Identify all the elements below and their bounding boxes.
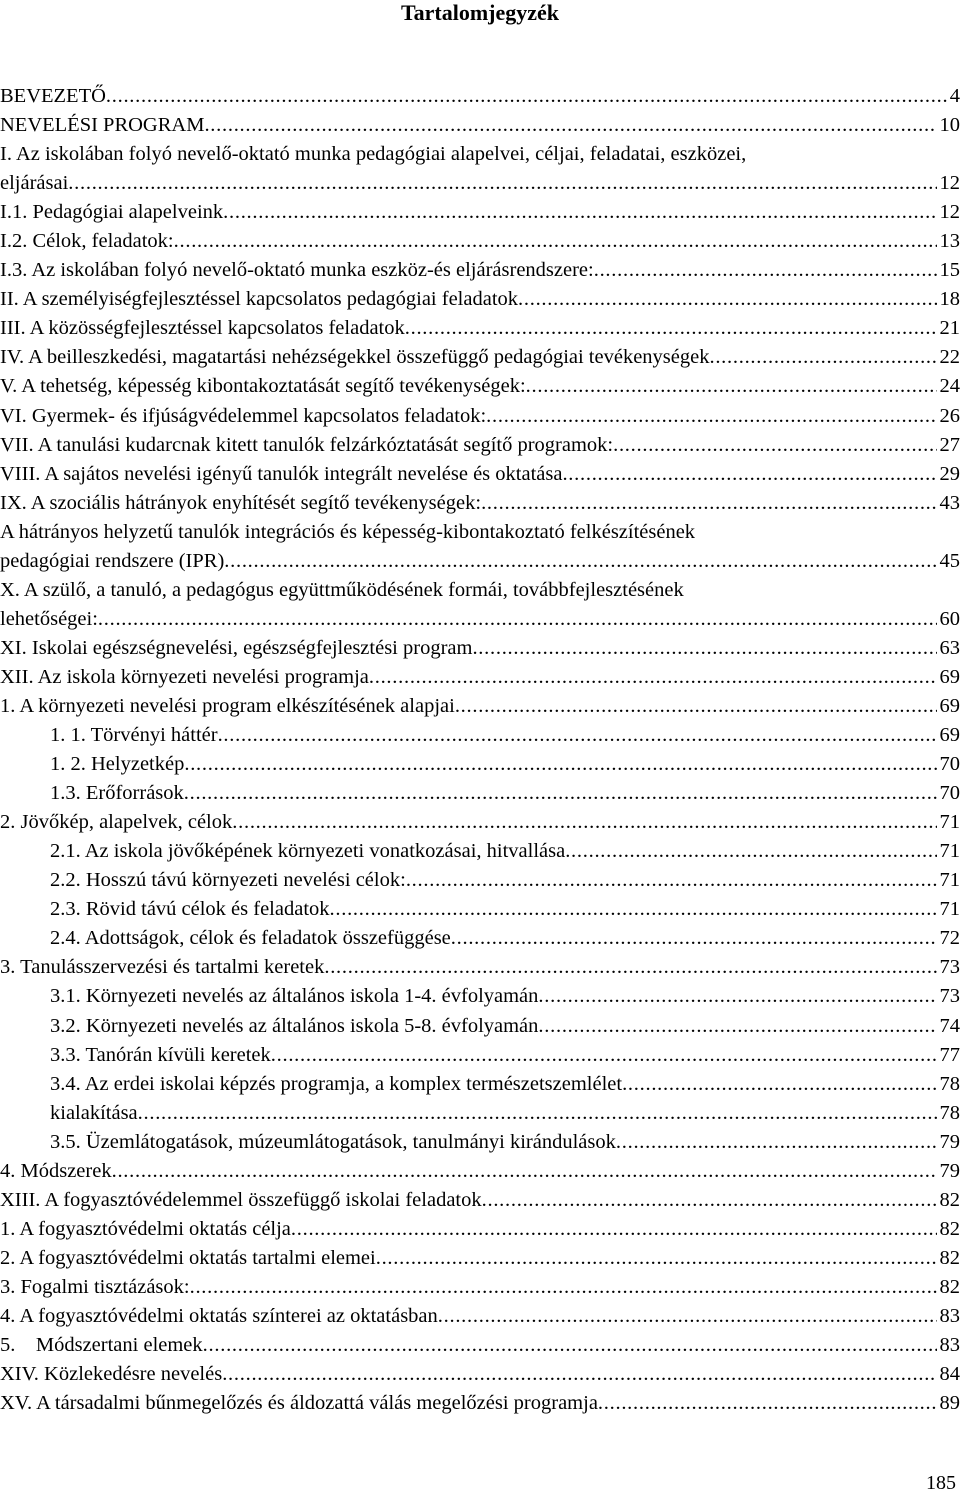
- toc-entry[interactable]: [0, 808, 960, 837]
- toc-entry-text: 3.1. Környezeti nevelés az általános iskola 1-4. évfolyamán: [50, 985, 539, 1008]
- toc-entry-page: 69: [939, 665, 960, 688]
- toc-entry-page: 69: [939, 724, 960, 747]
- toc-entry[interactable]: [0, 924, 960, 953]
- toc-entry-text: VI. Gyermek- és ifjúságvédelemmel kapcsolatos feladatok:: [0, 404, 487, 427]
- toc-entry[interactable]: [0, 576, 960, 605]
- toc-entry-page: 77: [939, 1043, 960, 1066]
- toc-dot-leader: [376, 1244, 937, 1273]
- toc-entry[interactable]: [0, 198, 960, 227]
- toc-dot-leader: [709, 343, 936, 372]
- toc-entry[interactable]: [0, 982, 960, 1011]
- toc-entry-text: X. A szülő, a tanuló, a pedagógus együttműködésének formái, továbbfejlesztésének: [0, 578, 684, 601]
- toc-dot-leader: [224, 547, 936, 576]
- toc-dot-leader: [438, 1302, 937, 1331]
- toc-dot-leader: [232, 808, 936, 837]
- toc-entry-text: 2. A fogyasztóvédelmi oktatás tartalmi elemei: [0, 1246, 376, 1269]
- toc-entry-page: 22: [939, 346, 960, 369]
- toc-dot-leader: [613, 431, 936, 460]
- toc-entry-page: 79: [939, 1130, 960, 1153]
- toc-entry[interactable]: [0, 1070, 960, 1099]
- toc-entry-page: 45: [939, 549, 960, 572]
- toc-entry-text: A hátrányos helyzetű tanulók integrációs és képesség-kibontakoztató felkészítésének: [0, 520, 696, 543]
- toc-entry[interactable]: [0, 1215, 960, 1244]
- toc-entry-page: 13: [939, 230, 960, 253]
- toc-entry-page: 82: [939, 1275, 960, 1298]
- toc-entry[interactable]: [0, 1128, 960, 1157]
- toc-entry-text: 1. A környezeti nevelési program elkészítésének alapjai: [0, 694, 455, 717]
- toc-entry[interactable]: [0, 547, 960, 576]
- toc-entry[interactable]: [0, 953, 960, 982]
- toc-entry[interactable]: [0, 895, 960, 924]
- toc-entry-text: NEVELÉSI PROGRAM: [0, 114, 205, 137]
- toc-entry[interactable]: [0, 518, 960, 547]
- toc-entry[interactable]: [0, 169, 960, 198]
- toc-entry-text: lehetőségei:: [0, 607, 98, 630]
- toc-dot-leader: [405, 314, 937, 343]
- toc-entry-text: XI. Iskolai egészségnevelési, egészségfejlesztési program: [0, 636, 473, 659]
- toc-entry-page: 15: [939, 259, 960, 282]
- toc-dot-leader: [481, 489, 936, 518]
- toc-entry-text: XII. Az iskola környezeti nevelési programja: [0, 665, 369, 688]
- toc-entry-text: III. A közösségfejlesztéssel kapcsolatos feladatok: [0, 317, 405, 340]
- toc-entry-text: 3. Tanulásszervezési és tartalmi keretek: [0, 956, 325, 979]
- toc-entry-text: 2. Jövőkép, alapelvek, célok: [0, 811, 233, 834]
- toc-entry-page: 71: [939, 840, 960, 863]
- toc-entry[interactable]: [0, 1331, 960, 1360]
- toc-entry[interactable]: [0, 866, 960, 895]
- toc-dot-leader: [482, 1186, 937, 1215]
- toc-entry[interactable]: [0, 1389, 960, 1418]
- toc-entry-page: 79: [939, 1159, 960, 1182]
- toc-entry[interactable]: [0, 605, 960, 634]
- toc-dot-leader: [562, 460, 936, 489]
- toc-dot-leader: [455, 692, 937, 721]
- toc-entry-page: 83: [939, 1304, 960, 1327]
- toc-dot-leader: [106, 82, 947, 111]
- toc-dot-leader: [222, 1360, 936, 1389]
- toc-entry-page: 74: [939, 1014, 960, 1037]
- toc-entry-page: 72: [939, 927, 960, 950]
- toc-dot-leader: [223, 198, 936, 227]
- toc-dot-leader: [204, 111, 936, 140]
- toc-entry-page: 10: [939, 114, 960, 137]
- toc-entry[interactable]: [0, 227, 960, 256]
- toc-entry-page: 12: [939, 201, 960, 224]
- toc-dot-leader: [594, 256, 937, 285]
- toc-entry[interactable]: [0, 1099, 960, 1128]
- toc-entry-page: 82: [939, 1246, 960, 1269]
- toc-entry-page: 60: [939, 607, 960, 630]
- toc-dot-leader: [538, 1012, 936, 1041]
- toc-entry[interactable]: [0, 285, 960, 314]
- toc-entry[interactable]: [0, 1302, 960, 1331]
- toc-entry-text: 2.2. Hosszú távú környezeti nevelési célok:: [50, 869, 406, 892]
- toc-dot-leader: [218, 721, 937, 750]
- toc-entry-page: 71: [939, 898, 960, 921]
- toc-entry[interactable]: [0, 256, 960, 285]
- toc-entry[interactable]: [0, 779, 960, 808]
- toc-entry[interactable]: [0, 372, 960, 401]
- toc-dot-leader: [184, 779, 937, 808]
- toc-dot-leader: [565, 837, 936, 866]
- toc-entry[interactable]: [0, 460, 960, 489]
- toc-entry[interactable]: [0, 1186, 960, 1215]
- toc-entry-text: pedagógiai rendszere (IPR): [0, 549, 225, 572]
- toc-entry-page: 18: [939, 288, 960, 311]
- toc-entry-text: 2.3. Rövid távú célok és feladatok: [50, 898, 330, 921]
- toc-entry-text: XIII. A fogyasztóvédelemmel összefüggő iskolai feladatok: [0, 1188, 482, 1211]
- toc-entry[interactable]: [0, 402, 960, 431]
- toc-entry-page: 70: [939, 753, 960, 776]
- toc-dot-leader: [369, 663, 937, 692]
- toc-dot-leader: [486, 402, 936, 431]
- toc-entry[interactable]: [0, 314, 960, 343]
- toc-dot-leader: [622, 1070, 936, 1099]
- toc-entry-page: 82: [939, 1217, 960, 1240]
- toc-entry-page: 24: [939, 375, 960, 398]
- toc-dot-leader: [291, 1215, 937, 1244]
- toc-entry-text: BEVEZETŐ: [0, 85, 106, 107]
- toc-entry-page: 63: [939, 636, 960, 659]
- toc-entry-page: 83: [939, 1334, 960, 1357]
- toc-dot-leader: [174, 227, 937, 256]
- toc-entry-text: IV. A beilleszkedési, magatartási nehézségekkel összefüggő pedagógiai tevékenységek: [0, 346, 710, 369]
- toc-entry-text: VII. A tanulási kudarcnak kitett tanulók felzárkóztatását segítő programok:: [0, 433, 614, 456]
- toc-entry[interactable]: [0, 1012, 960, 1041]
- toc-entry-page: 73: [939, 985, 960, 1008]
- toc-dot-leader: [271, 1041, 937, 1070]
- toc-entry[interactable]: [0, 489, 960, 518]
- toc-entry[interactable]: [0, 663, 960, 692]
- toc-entry-page: 12: [939, 172, 960, 195]
- toc-entry[interactable]: [0, 634, 960, 663]
- toc-entry-page: 4: [949, 85, 960, 107]
- toc-entry-page: 71: [939, 811, 960, 834]
- toc-entry-page: 82: [939, 1188, 960, 1211]
- toc-entry[interactable]: [0, 721, 960, 750]
- page-number: 185: [926, 1472, 956, 1494]
- toc-entry-page: 26: [939, 404, 960, 427]
- toc-entry-page: 89: [939, 1392, 960, 1415]
- toc-entry-text: 1. 2. Helyzetkép: [50, 753, 185, 776]
- toc-entry-text: I.2. Célok, feladatok:: [0, 230, 174, 253]
- toc-entry-text: 3.3. Tanórán kívüli keretek: [50, 1043, 271, 1066]
- toc-entry[interactable]: [0, 750, 960, 779]
- toc-dot-leader: [190, 1273, 937, 1302]
- toc-entry-text: 1.3. Erőforrások: [50, 782, 184, 805]
- toc-entry-text: 5. Módszertani elemek: [0, 1334, 203, 1357]
- page-title: Tartalomjegyzék: [400, 0, 560, 25]
- toc-dot-leader: [330, 895, 937, 924]
- toc-entry[interactable]: [0, 431, 960, 460]
- toc-entry-text: eljárásai: [0, 172, 69, 195]
- toc-dot-leader: [616, 1128, 937, 1157]
- toc-entry-page: 78: [939, 1072, 960, 1095]
- toc-dot-leader: [184, 750, 936, 779]
- toc-dot-leader: [598, 1389, 937, 1418]
- toc-entry-page: 29: [939, 462, 960, 485]
- toc-entry-page: 21: [939, 317, 960, 340]
- toc-entry[interactable]: [0, 1273, 960, 1302]
- toc-entry[interactable]: [0, 343, 960, 372]
- toc-entry-text: XV. A társadalmi bűnmegelőzés és áldozattá válás megelőzési programja: [0, 1392, 598, 1415]
- toc-entry-text: XIV. Közlekedésre nevelés: [0, 1363, 223, 1386]
- toc-dot-leader: [112, 1157, 937, 1186]
- toc-entry[interactable]: [0, 692, 960, 721]
- toc-dot-leader: [324, 953, 936, 982]
- toc-entry-text: 3. Fogalmi tisztázások:: [0, 1275, 190, 1298]
- toc-entry-text: I.3. Az iskolában folyó nevelő-oktató munka eszköz-és eljárásrendszere:: [0, 259, 594, 282]
- toc-entry-text: 1. 1. Törvényi háttér: [50, 724, 218, 747]
- toc-dot-leader: [472, 634, 936, 663]
- toc-entry[interactable]: [0, 82, 960, 111]
- toc-dot-leader: [138, 1099, 937, 1128]
- toc-dot-leader: [526, 372, 937, 401]
- toc-entry[interactable]: [0, 111, 960, 140]
- toc-dot-leader: [538, 982, 936, 1011]
- toc-entry-text: 3.5. Üzemlátogatások, múzeumlátogatások, tanulmányi kirándulások: [50, 1130, 616, 1153]
- toc-entry[interactable]: [0, 1041, 960, 1070]
- toc-entry-page: 27: [939, 433, 960, 456]
- toc-entry-text: VIII. A sajátos nevelési igényű tanulók integrált nevelése és oktatása: [0, 462, 563, 485]
- toc-entry-text: 3.4. Az erdei iskolai képzés programja, a komplex természetszemlélet: [50, 1072, 623, 1095]
- toc-entry-text: I. Az iskolában folyó nevelő-oktató munka pedagógiai alapelvei, céljai, feladatai, eszközei,: [0, 143, 747, 166]
- toc-entry[interactable]: [0, 837, 960, 866]
- toc-dot-leader: [406, 866, 937, 895]
- toc-entry-text: 4. A fogyasztóvédelmi oktatás színterei az oktatásban: [0, 1304, 438, 1327]
- toc-entry-text: 4. Módszerek: [0, 1159, 112, 1182]
- toc-entry-page: 70: [939, 782, 960, 805]
- toc-entry[interactable]: [0, 140, 960, 169]
- toc-entry-text: 2.4. Adottságok, célok és feladatok összefüggése: [50, 927, 451, 950]
- toc-entry-text: II. A személyiségfejlesztéssel kapcsolatos pedagógiai feladatok: [0, 288, 519, 311]
- toc-entry-text: kialakítása: [50, 1101, 138, 1124]
- toc-entry-page: 78: [939, 1101, 960, 1124]
- toc-entry-page: 84: [939, 1363, 960, 1386]
- toc-entry-text: 1. A fogyasztóvédelmi oktatás célja: [0, 1217, 291, 1240]
- toc-dot-leader: [68, 169, 936, 198]
- toc-dot-leader: [518, 285, 936, 314]
- toc-dot-leader: [451, 924, 937, 953]
- toc-entry[interactable]: [0, 1244, 960, 1273]
- toc-entry-text: IX. A szociális hátrányok enyhítését segítő tevékenységek:: [0, 491, 482, 514]
- toc-entry-page: 43: [939, 491, 960, 514]
- toc-dot-leader: [98, 605, 937, 634]
- toc-entry-text: V. A tehetség, képesség kibontakoztatását segítő tevékenységek:: [0, 375, 526, 398]
- toc-dot-leader: [203, 1331, 937, 1360]
- toc-entry-text: 2.1. Az iskola jövőképének környezeti vonatkozásai, hitvallása: [50, 840, 566, 863]
- toc-entry-page: 73: [939, 956, 960, 979]
- toc-entry-page: 71: [939, 869, 960, 892]
- toc-entry[interactable]: [0, 1360, 960, 1389]
- toc-entry-text: I.1. Pedagógiai alapelveink: [0, 201, 224, 224]
- toc-entry-page: 69: [939, 694, 960, 717]
- toc-entry-text: 3.2. Környezeti nevelés az általános iskola 5-8. évfolyamán: [50, 1014, 539, 1037]
- table-of-contents: [0, 82, 960, 1418]
- toc-entry[interactable]: [0, 1157, 960, 1186]
